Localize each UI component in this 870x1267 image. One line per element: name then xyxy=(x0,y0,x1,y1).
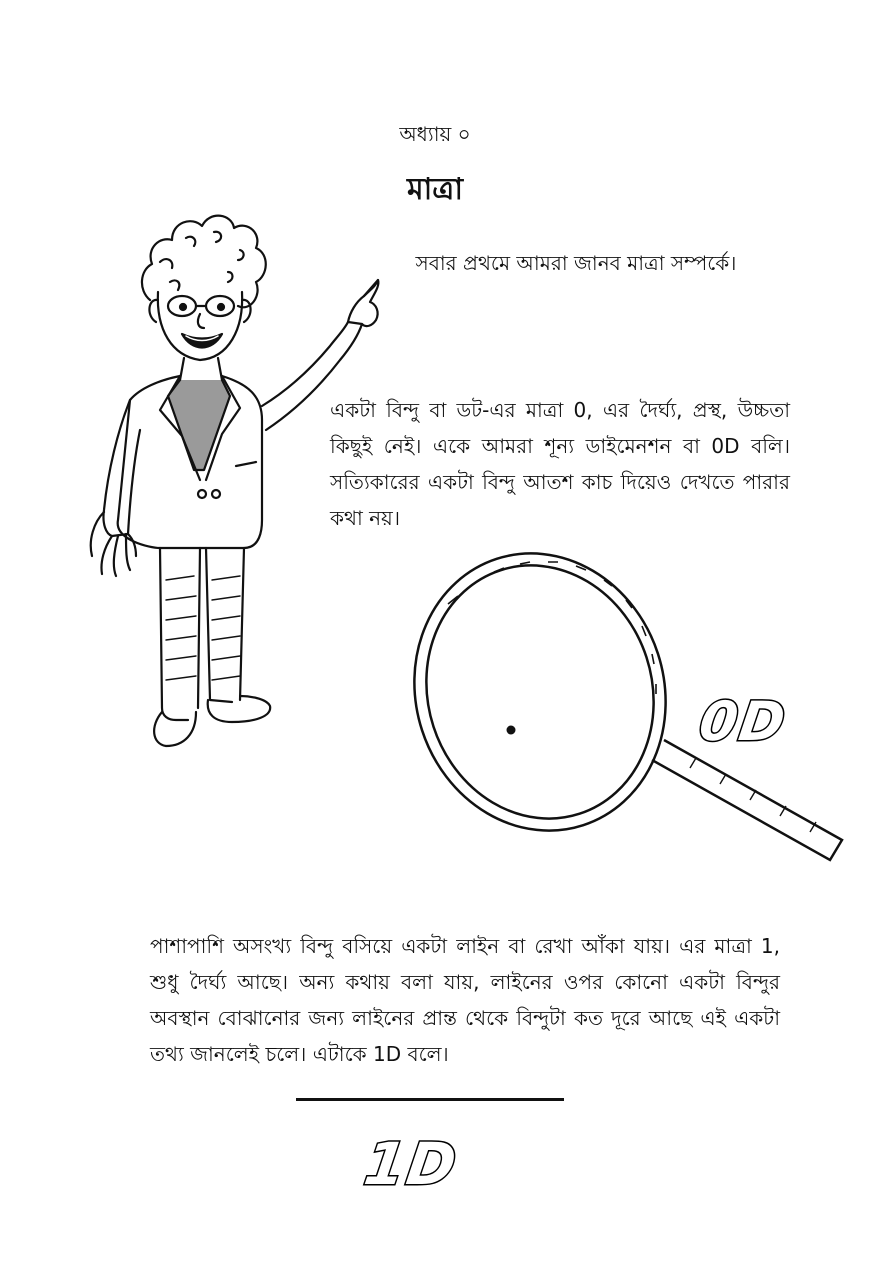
one-d-line xyxy=(296,1098,564,1101)
zero-dimension-paragraph: একটা বিন্দু বা ডট-এর মাত্রা 0, এর দৈর্ঘ্য, প্রস্থ, উচ্চতা কিছুই নেই। একে আমরা শূন্য ডাইমেনশন বা 0D বলি। সত্যিকারের একটা বিন্দু আতশ কাচ দিয়েও দেখতে পারার কথা নয়। xyxy=(330,398,790,530)
one-dimension-paragraph: পাশাপাশি অসংখ্য বিন্দু বসিয়ে একটা লাইন বা রেখা আঁকা যায়। এর মাত্রা 1, শুধু দৈর্ঘ্য আছে। অন্য কথায় বলা যায়, লাইনের ওপর কোনো একটা বিন্দুর অবস্থান বোঝানোর জন্য লাইনের প্রান্ত থেকে বিন্দুটা কত দূরে আছে এই একটা তথ্য জানলেই চলে। এটাকে 1D বলে। xyxy=(150,934,780,1066)
chapter-label: অধ্যায় ০ xyxy=(399,122,471,146)
intro-text: সবার প্রথমে আমরা জানব মাত্রা সম্পর্কে। xyxy=(415,251,737,275)
one-d-label: 1D xyxy=(360,1130,463,1198)
chapter-title: মাত্রা xyxy=(406,172,464,207)
zero-d-label: 0D xyxy=(695,690,791,753)
